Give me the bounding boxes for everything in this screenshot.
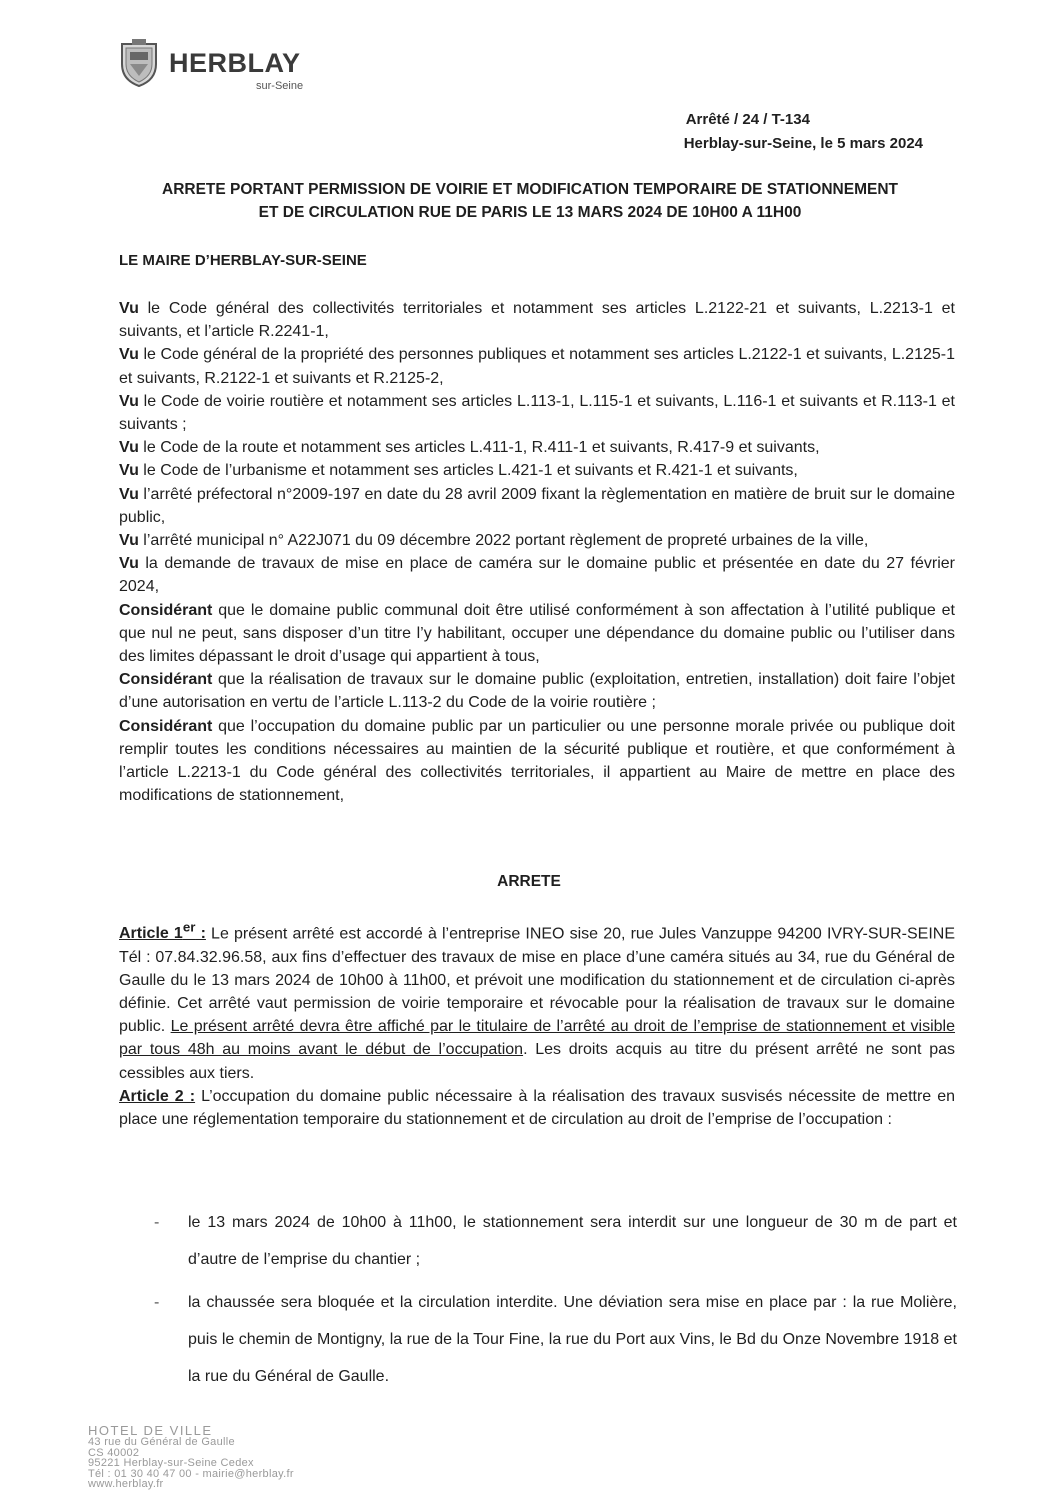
visa-keyword: Vu (119, 346, 139, 364)
article-1-posting-requirement: Le présent arrêté devra être affiché par le titulaire de l’arrêté au droit de l’emprise de stationnement et visible par tous 48h au moins avant le début de l’occupation (119, 1018, 956, 1059)
footer-street: 43 rue du Général de Gaulle (88, 1436, 235, 1448)
dash-bullet-icon: - (154, 1214, 160, 1231)
considering-text: que l’occupation du domaine public par un particulier ou une personne morale privée ou publique doit remplir toutes les conditions nécessaires au maintien de la sécurité publique et routière, et que conformément à l’article L.2213-1 du Code général des collectivités territoriales, il appartient au Maire de mettre en place des modifications de stationnement, (119, 717, 955, 805)
articles (119, 916, 955, 1131)
considering-paragraph (119, 599, 955, 669)
logo-subtitle: sur-Seine (256, 80, 304, 92)
title-line-2: ET DE CIRCULATION RUE DE PARIS LE 13 MARS 2024 DE 10H00 A 11H00 (258, 204, 802, 221)
article-1-label (119, 920, 206, 943)
visa-keyword: Vu (119, 485, 139, 503)
article-2-label: Article 2 : (119, 1087, 196, 1105)
article-2-text: L’occupation du domaine public nécessaire à la réalisation des travaux susvisés nécessite de mettre en place une réglementation temporaire du stationnement et de circulation au droit de l’emprise de l’occupation : (119, 1087, 956, 1128)
considering-text: que la réalisation de travaux sur le domaine public (exploitation, entretien, installation) doit faire l’objet d’une autorisation en vertu de l’article L.113-2 du Code de la voirie routière ; (119, 671, 955, 712)
arrete-heading: ARRETE (497, 873, 561, 890)
visa-text: le Code de l’urbanisme et notamment ses articles L.421-1 et suivants et R.421-1 et suivants, (138, 462, 798, 480)
visa-paragraph (119, 297, 955, 343)
visa-text: le Code de la route et notamment ses articles L.411-1, R.411-1 et suivants, R.417-9 et suivants, (138, 439, 820, 457)
footer-heading: HOTEL DE VILLE (88, 1423, 213, 1438)
title-line-1: ARRETE PORTANT PERMISSION DE VOIRIE ET MODIFICATION TEMPORAIRE DE STATIONNEMENT (162, 181, 898, 198)
town-logo (116, 38, 326, 92)
visa-paragraph (119, 343, 955, 389)
measures-list (152, 1204, 957, 1395)
visa-text: l’arrêté préfectoral n°2009-197 en date du 28 avril 2009 fixant la règlementation en matière de bruit sur le domaine public, (119, 485, 955, 526)
dash-bullet-icon: - (154, 1294, 160, 1311)
visa-keyword: Vu (119, 392, 139, 410)
visa-paragraph (119, 483, 955, 529)
visa-paragraph (119, 552, 955, 598)
reference-block (684, 108, 923, 156)
article-1-text: Le présent arrêté est accordé à l’entreprise INEO sise 20, rue Jules Vanzuppe 94200 IVRY-SUR-SEINE Tél : 07.84.32.96.58, aux fins d’effectuer des travaux de mise en place d’une caméra situés au 34, rue du Général de Gaulle du le 13 mars 2024 de 10h00 à 11h00, et prévoit une modification du stationnement et de circulation ci-après définie. Cet arrêté vaut permission de voirie temporaire et révocable pour la réalisation de travaux sur le domaine public. (119, 925, 956, 1036)
footer-website: www.herblay.fr (88, 1478, 164, 1490)
considering-paragraph (119, 715, 955, 808)
visas-list (119, 297, 955, 807)
decree-number: Arrêté / 24 / T-134 (685, 111, 810, 128)
visa-paragraph (119, 459, 955, 482)
considering-text: que le domaine public communal doit être utilisé conformément à son affectation à l’utilité publique et que nul ne peut, sans disposer d’un titre l’y habilitant, occuper une dépendance du domaine public ou l’utiliser dans des limites dépassant le droit d’usage qui appartient à tous, (119, 601, 955, 666)
visa-paragraph (119, 390, 955, 436)
visa-text: le Code général des collectivités territoriales et notamment ses articles L.2122-21 et suivants, L.2213-1 et suivants, et l’article R.2241-1, (119, 300, 955, 341)
considering-paragraph (119, 668, 955, 714)
visa-keyword: Vu (119, 532, 139, 550)
visa-keyword: Vu (119, 555, 139, 573)
document-title (100, 178, 960, 224)
visa-text: l’arrêté municipal n° A22J071 du 09 décembre 2022 portant règlement de propreté urbaines de la ville, (138, 532, 869, 550)
measure-text: le 13 mars 2024 de 10h00 à 11h00, le stationnement sera interdit sur une longueur de 30 m de part et d’autre de l’emprise du chantier ; (188, 1214, 957, 1268)
authority-heading: LE MAIRE D’HERBLAY-SUR-SEINE (119, 252, 367, 269)
visa-paragraph (119, 436, 955, 459)
considering-keyword: Considérant (119, 671, 213, 689)
visa-text: la demande de travaux de mise en place de caméra sur le domaine public et présentée en date du 27 février 2024, (119, 555, 955, 596)
place-date: Herblay-sur-Seine, le 5 mars 2024 (683, 135, 923, 152)
considering-keyword: Considérant (119, 717, 213, 735)
list-item (152, 1204, 957, 1278)
list-item (152, 1284, 957, 1395)
article-2 (119, 1085, 955, 1131)
article-1-label-text: Article 1 (119, 925, 183, 943)
measure-text: la chaussée sera bloquée et la circulation interdite. Une déviation sera mise en place par : la rue Molière, puis le chemin de Montigny, la rue de la Tour Fine, la rue du Port aux Vins, le Bd du Onze Novembre 1918 et la rue du Général de Gaulle. (188, 1294, 957, 1385)
article-1 (119, 916, 955, 1085)
visa-keyword: Vu (119, 439, 139, 457)
visa-keyword: Vu (119, 300, 139, 317)
footer-address (88, 1424, 294, 1490)
considering-keyword: Considérant (119, 601, 213, 619)
footer-contact: Tél : 01 30 40 47 00 - mairie@herblay.fr (88, 1467, 294, 1480)
footer-cs: CS 40002 (88, 1446, 140, 1459)
article-1-text-end: . Les droits acquis au titre du présent arrêté ne sont pas cessibles aux tiers. (119, 1041, 955, 1082)
visa-keyword: Vu (119, 462, 139, 480)
logo-name: HERBLAY (169, 48, 301, 78)
visa-paragraph (119, 529, 955, 552)
article-1-label-sup: er (182, 920, 196, 935)
visa-text: le Code général de la propriété des personnes publiques et notamment ses articles L.2122-1 et suivants, L.2125-1 et suivants, R.2122-1 et suivants et R.2125-2, (119, 346, 955, 387)
crest-icon (116, 38, 162, 88)
article-1-label-colon: : (195, 925, 206, 943)
footer-postcode: 95221 Herblay-sur-Seine Cedex (88, 1457, 254, 1469)
visa-text: le Code de voirie routière et notamment ses articles L.113-1, L.115-1 et suivants, L.116-1 et suivants et R.113-1 et suivants ; (119, 392, 955, 434)
